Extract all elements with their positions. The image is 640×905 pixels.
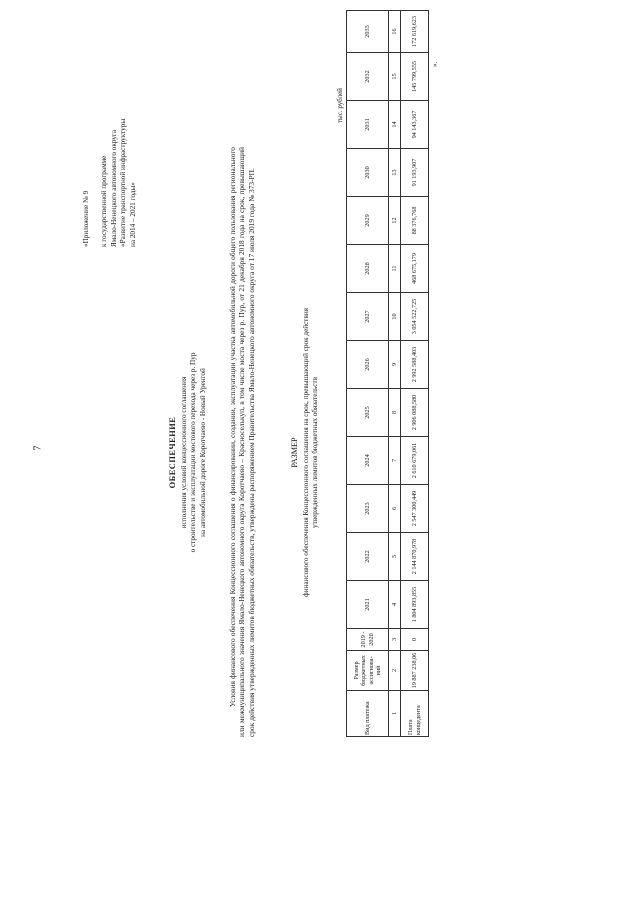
column-number-cell: 10	[389, 293, 401, 341]
table-cell: 2 906 088,580	[401, 389, 429, 437]
subtitle-line: исполнения условий концессионного соглашения	[180, 376, 188, 529]
column-number-cell: 16	[389, 11, 401, 53]
table-header-cell: 2029	[347, 197, 389, 245]
table-header-cell: 2021	[347, 581, 389, 629]
table-header-cell: 2031	[347, 101, 389, 149]
table-cell: 2 547 300,449	[401, 485, 429, 533]
units-label: тыс. рублей	[336, 88, 344, 123]
table-header-row	[347, 11, 389, 737]
table-cell: 3 054 522,725	[401, 293, 429, 341]
table-header-cell: 2019 - 2020	[347, 629, 389, 651]
table-cell: 1 804 893,855	[401, 581, 429, 629]
subtitle-line: на автомобильной дороге Коротчаево - Новый Уренгой	[198, 368, 207, 537]
table-cell: 2 610 679,061	[401, 437, 429, 485]
column-number-cell: 11	[389, 245, 401, 293]
appendix-line: на 2014 – 2021 годы»	[128, 182, 137, 247]
table-cell-payment-type: Плата концедента	[401, 691, 429, 737]
table-header-cell: 2030	[347, 149, 389, 197]
financing-table	[346, 10, 429, 737]
column-number-cell: 2	[389, 651, 401, 691]
column-number-cell: 13	[389, 149, 401, 197]
table-header-cell: 2033	[347, 11, 389, 53]
table-row	[401, 11, 429, 737]
table-header-cell: 2027	[347, 293, 389, 341]
table-cell: 19 887 238,06	[401, 651, 429, 691]
appendix-number: «Приложение № 9	[82, 190, 90, 247]
table-header-cell: 2025	[347, 389, 389, 437]
page-number: 7	[32, 445, 44, 451]
subtitle-line: о строительстве и эксплуатации мостового перехода через р. Пур	[189, 352, 198, 553]
column-number-cell: 4	[389, 581, 401, 629]
appendix-header	[82, 27, 138, 247]
column-number-cell: 6	[389, 485, 401, 533]
table-cell: 145 799,555	[401, 53, 429, 101]
column-number-cell: 7	[389, 437, 401, 485]
table-cell: 88 376,768	[401, 197, 429, 245]
appendix-line: к государственной программе	[100, 155, 109, 247]
table-header-cell: 2026	[347, 341, 389, 389]
body-paragraph: Условия финансового обеспечения Концессионного соглашения о финансировании, создании, эксплуатации участка автомобильной дороги общего пользования регионального или межмуниципального значения Ямало-Ненецкого автономного округа Коротчаево – Красноселькуп, в том числе моста через р. Пур, от 21 декабря 2018 года на срок, превышающий срок действия утвержденных лимитов бюджетных обязательств, утверждены распоряжением Правительства Ямало-Ненецкого автономного округа от 17 июля 2019 года № 373-РП.	[228, 147, 256, 737]
column-number-cell: 14	[389, 101, 401, 149]
section-subtitle	[302, 0, 321, 905]
document-title: ОБЕСПЕЧЕНИЕ	[168, 416, 177, 489]
column-number-cell: 9	[389, 341, 401, 389]
section-subtitle-line: утвержденных лимитов бюджетных обязательств	[311, 377, 320, 528]
table-header-cell: 2024	[347, 437, 389, 485]
section-subtitle-line: финансового обеспечения Концессионного соглашения на срок, превышающий срок действия	[302, 308, 310, 597]
table-column-numbers-row	[389, 11, 401, 737]
column-number-cell: 15	[389, 53, 401, 101]
column-number-cell: 3	[389, 629, 401, 651]
column-number-cell: 8	[389, 389, 401, 437]
column-number-cell: 12	[389, 197, 401, 245]
table-cell: 2 992 588,403	[401, 341, 429, 389]
table-cell: 91 193,907	[401, 149, 429, 197]
section-title: РАЗМЕР	[290, 437, 299, 468]
appendix-line: «Развитие транспортной инфраструктуры	[119, 118, 128, 247]
table-cell: 94 143,367	[401, 101, 429, 149]
closing-quote-mark: ».	[431, 61, 439, 67]
table-header-cell: 2022	[347, 533, 389, 581]
table-header-cell: 2032	[347, 53, 389, 101]
column-number-cell: 5	[389, 533, 401, 581]
document-subtitle	[180, 0, 208, 905]
table-cell: 0	[401, 629, 429, 651]
table-cell: 468 675,179	[401, 245, 429, 293]
table-cell: 172 619,623	[401, 11, 429, 53]
table-header-cell: 2023	[347, 485, 389, 533]
column-number-cell: 1	[389, 691, 401, 737]
table-header-cell: 2028	[347, 245, 389, 293]
table-header-cell: Размер бюджетных ассигнова-ний	[347, 651, 389, 691]
table-cell: 2 144 870,978	[401, 533, 429, 581]
table-header-cell: Вид платежа	[347, 691, 389, 737]
appendix-line: Ямало-Ненецкого автономного округа	[109, 129, 118, 247]
